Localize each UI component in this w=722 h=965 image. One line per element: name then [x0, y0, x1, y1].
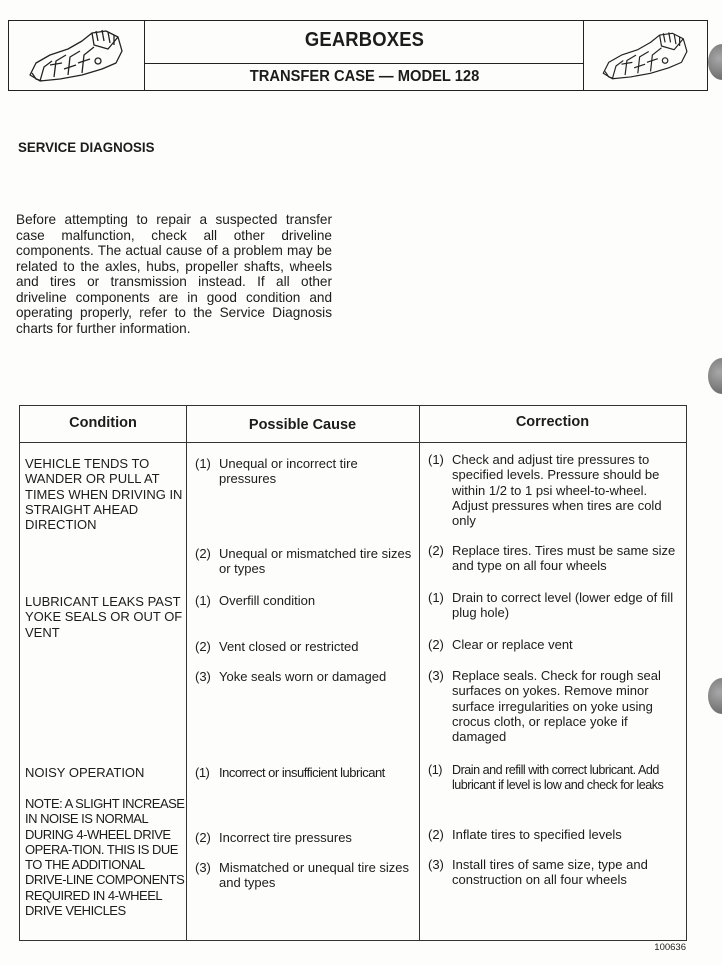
condition-note: NOTE: A SLIGHT INCREASE IN NOISE IS NORMAL DURING 4-WHEEL DRIVE OPERA-TION. THIS IS DUE TO THE ADDITIONAL DRIVE-LINE COMPONENTS REQUIRED IN 4-WHEEL DRIVE VEHICLES — [25, 796, 185, 919]
correction-item — [428, 827, 684, 842]
item-number: (2) — [195, 639, 211, 654]
binder-hole — [708, 358, 722, 394]
cause-item — [195, 669, 417, 684]
item-number: (3) — [195, 860, 211, 875]
item-number: (2) — [195, 546, 211, 561]
page-header-banner — [8, 20, 708, 91]
correction-item — [428, 637, 684, 652]
cause-item — [195, 765, 421, 780]
correction-item — [428, 763, 684, 794]
column-divider — [419, 406, 420, 940]
cause-item — [195, 830, 417, 845]
cause-text: Vent closed or restricted — [219, 639, 359, 654]
item-number: (1) — [428, 590, 444, 605]
item-number: (3) — [428, 668, 444, 683]
correction-text: Inflate tires to specified levels — [452, 827, 622, 842]
gearbox-illustration-left — [9, 21, 145, 90]
condition-cell: LUBRICANT LEAKS PAST YOKE SEALS OR OUT OF VENT — [25, 594, 183, 640]
correction-item — [428, 543, 684, 574]
condition-cell: NOISY OPERATION — [25, 765, 145, 780]
item-number: (2) — [428, 637, 444, 652]
gearbox-icon — [22, 27, 132, 85]
cause-item — [195, 639, 417, 654]
condition-cell: VEHICLE TENDS TO WANDER OR PULL AT TIMES WHEN DRIVING IN STRAIGHT AHEAD DIRECTION — [25, 456, 183, 533]
cause-text: Mismatched or unequal tire sizes and types — [219, 860, 410, 891]
diagnosis-table — [19, 405, 687, 941]
cause-item — [195, 456, 417, 487]
gearbox-icon — [596, 28, 696, 84]
cause-text: Unequal or incorrect tire pressures — [219, 456, 358, 487]
column-divider — [186, 406, 187, 940]
item-number: (1) — [428, 452, 444, 467]
item-number: (1) — [195, 765, 210, 780]
item-number: (2) — [428, 543, 444, 558]
cause-item — [195, 593, 417, 608]
binder-hole — [708, 678, 722, 714]
column-header-possible-cause: Possible Cause — [248, 417, 357, 433]
cause-text: Incorrect or insufficient lubricant — [219, 765, 385, 780]
item-number: (2) — [195, 830, 211, 845]
page-title: GEARBOXES — [304, 29, 425, 51]
page-subtitle: TRANSFER CASE — MODEL 128 — [249, 68, 480, 85]
item-number: (3) — [428, 857, 444, 872]
cause-text: Yoke seals worn or damaged — [219, 669, 387, 684]
correction-text: Drain to correct level (lower edge of fill plug hole) — [452, 590, 674, 621]
item-number: (1) — [428, 763, 442, 777]
gearbox-illustration-right — [583, 21, 707, 90]
column-header-correction: Correction — [515, 414, 590, 430]
intro-paragraph: Before attempting to repair a suspected transfer case malfunction, check all other driveline components. The actual cause of a problem may be related to the axles, hubs, propeller shafts, wheels and tires or transmission instead. If all other driveline components are in good condition and operating properly, refer to the Service Diagnosis charts for further information. — [16, 212, 332, 336]
correction-text: Clear or replace vent — [452, 637, 573, 652]
header-divider — [20, 442, 686, 443]
cause-text: Incorrect tire pressures — [219, 830, 352, 845]
cause-item — [195, 860, 417, 891]
cause-text: Unequal or mismatched tire sizes or types — [219, 546, 412, 577]
figure-code: 100636 — [654, 942, 686, 953]
cause-text: Overfill condition — [219, 593, 316, 608]
cause-item — [195, 546, 417, 577]
correction-item — [428, 590, 684, 621]
correction-text: Replace seals. Check for rough seal surfaces on yokes. Remove minor surface irregularities on yoke using crocus cloth, or replace yoke if damaged — [452, 668, 661, 745]
correction-text: Install tires of same size, type and construction on all four wheels — [452, 857, 648, 888]
correction-item — [428, 452, 684, 528]
header-title-box — [145, 21, 584, 90]
item-number: (1) — [195, 456, 211, 471]
section-title: SERVICE DIAGNOSIS — [18, 139, 155, 155]
item-number: (1) — [195, 593, 211, 608]
binder-hole — [708, 44, 722, 80]
correction-item — [428, 857, 684, 888]
correction-text: Drain and refill with correct lubricant. Add lubricant if level is low and check for leaks — [452, 763, 664, 793]
correction-text: Check and adjust tire pressures to specified levels. Pressure should be within 1/2 to 1 psi wheel-to-wheel. Adjust pressures when tires are cold only — [452, 452, 662, 529]
column-header-condition: Condition — [69, 415, 137, 431]
item-number: (3) — [195, 669, 211, 684]
correction-text: Replace tires. Tires must be same size and type on all four wheels — [452, 543, 676, 574]
correction-item — [428, 668, 684, 744]
header-divider — [145, 63, 584, 64]
item-number: (2) — [428, 827, 444, 842]
